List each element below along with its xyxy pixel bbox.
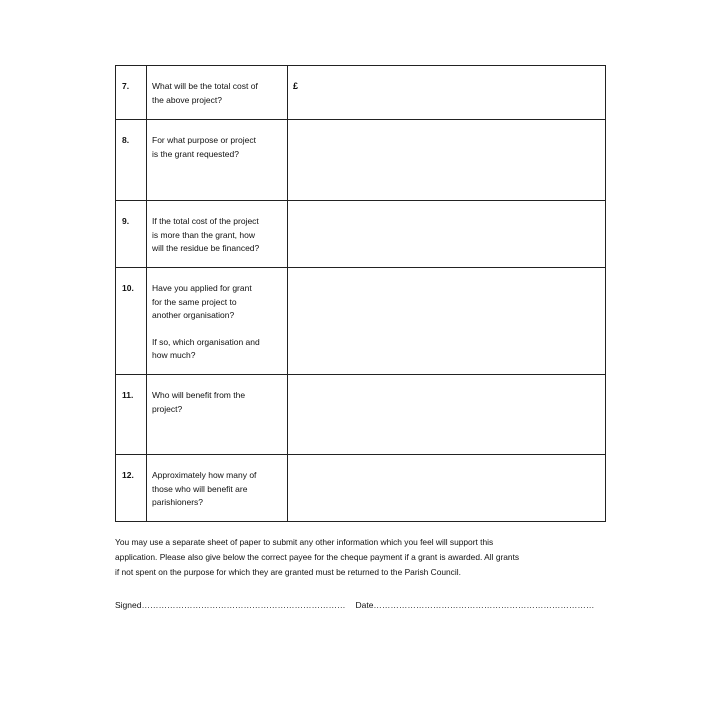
answer-cell-total-cost[interactable]: £ — [288, 66, 606, 120]
date-field[interactable]: Date…………………………………………………………………… — [355, 600, 595, 610]
question-text — [147, 375, 288, 455]
table-row — [116, 375, 606, 455]
question-label: If the total cost of the project is more than the grant, how will the residue be financed? — [152, 216, 260, 253]
answer-cell-residue[interactable] — [288, 201, 606, 268]
question-label: For what purpose or project is the grant requested? — [152, 135, 256, 159]
question-label: Have you applied for grant for the same project to another organisation? — [152, 283, 252, 320]
question-text — [147, 120, 288, 201]
signature-line — [115, 600, 594, 610]
question-label: Approximately how many of those who will benefit are parishioners? — [152, 470, 257, 507]
question-number: 7. — [116, 66, 147, 120]
table-row — [116, 201, 606, 268]
table-row — [116, 455, 606, 522]
answer-cell-parishioners[interactable] — [288, 455, 606, 522]
table-row — [116, 268, 606, 375]
answer-cell-beneficiaries[interactable] — [288, 375, 606, 455]
grant-application-table — [115, 65, 606, 522]
answer-cell-other-organisation[interactable] — [288, 268, 606, 375]
question-text — [147, 66, 288, 120]
question-number: 12. — [116, 455, 147, 522]
sub-question-label: If so, which organisation and how much? — [152, 336, 260, 360]
question-number: 8. — [116, 120, 147, 201]
question-label: Who will benefit from the project? — [152, 390, 246, 414]
question-label: What will be the total cost of the above project? — [152, 81, 258, 105]
additional-information-note: You may use a separate sheet of paper to submit any other information which you feel will support this application. Please also give below the correct payee for the cheque payment if a grant is awarded. All grants if not spent on the purpose for which they are granted must be returned to the Parish Council. — [115, 537, 520, 577]
question-text — [147, 201, 288, 268]
question-number: 10. — [116, 268, 147, 375]
question-text — [147, 268, 288, 375]
signed-field[interactable]: Signed……………………………………………………………… — [115, 600, 346, 610]
table-row — [116, 120, 606, 201]
question-number: 9. — [116, 201, 147, 268]
question-text — [147, 455, 288, 522]
table-row — [116, 66, 606, 120]
question-number: 11. — [116, 375, 147, 455]
answer-cell-purpose[interactable] — [288, 120, 606, 201]
